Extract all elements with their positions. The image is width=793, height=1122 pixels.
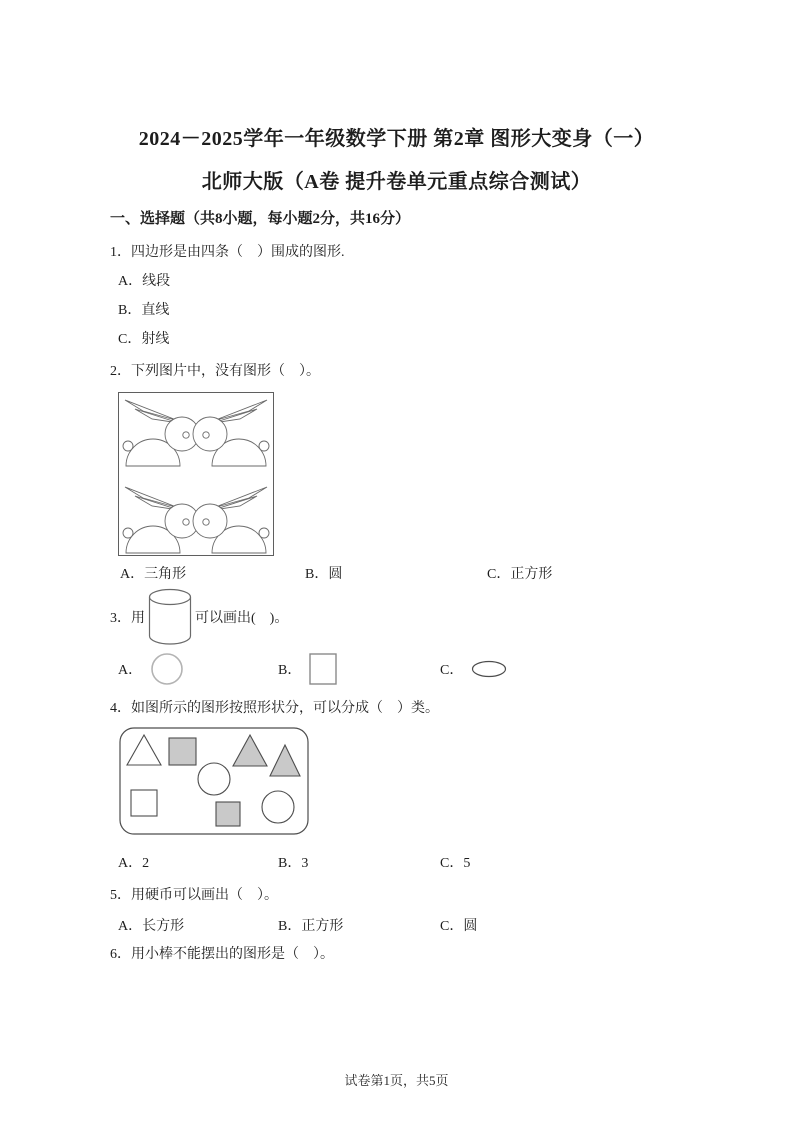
- page-title-line2: 北师大版（A卷 提升卷单元重点综合测试）: [201, 171, 592, 193]
- q3-option-c-label: C．: [440, 663, 464, 678]
- q3-option-b: [278, 651, 337, 687]
- q4-option-a: A．2: [118, 856, 150, 871]
- page-title-line1: 2024－2025学年一年级数学下册 第2章 图形大变身（一）: [138, 128, 655, 150]
- square-outline-shape: [131, 790, 157, 816]
- question-3-text-after: 可以画出( )。: [195, 611, 289, 626]
- q5-option-a: A．长方形: [118, 919, 185, 934]
- q1-option-c: C．射线: [118, 332, 170, 347]
- question-4-text: 4．如图所示的图形按照形状分，可以分成（ ）类。: [110, 701, 439, 716]
- question-2-text: 2．下列图片中，没有图形（ ）。: [110, 364, 320, 379]
- q4-option-b: B．3: [278, 856, 309, 871]
- q2-option-b: B．圆: [305, 567, 343, 582]
- circle-outline-shape: [262, 791, 294, 823]
- gray-square-shape: [216, 802, 240, 826]
- ellipse-shape: [471, 660, 507, 678]
- question-5-text: 5．用硬币可以画出（ ）。: [110, 888, 278, 903]
- question-1-text: 1．四边形是由四条（ ）围成的图形.: [110, 245, 345, 260]
- question-6-text: 6．用小棒不能摆出的图形是（ ）。: [110, 947, 334, 962]
- q5-option-b: B．正方形: [278, 919, 344, 934]
- question-3-text-before: 3．用: [110, 611, 145, 626]
- q2-option-c: C．正方形: [487, 567, 553, 582]
- cylinder-figure: [148, 588, 192, 646]
- section-heading: 一、选择题（共8小题，每小题2分，共16分）: [110, 211, 411, 227]
- question-3-line: [110, 586, 288, 648]
- q5-option-c: C．圆: [440, 919, 478, 934]
- q3-option-a: [118, 651, 184, 687]
- q3-option-c: [440, 651, 507, 687]
- q1-option-b: B．直线: [118, 303, 170, 318]
- insect-pattern-figure: [118, 392, 274, 556]
- circle-shape: [150, 652, 184, 686]
- q4-option-c: C．5: [440, 856, 471, 871]
- q1-option-a: A．线段: [118, 274, 171, 289]
- q3-option-b-label: B．: [278, 663, 302, 678]
- gray-square-shape: [169, 738, 196, 765]
- q3-option-a-label: A．: [118, 663, 143, 678]
- square-shape: [309, 653, 337, 685]
- circle-outline-shape: [198, 763, 230, 795]
- q2-option-a: A．三角形: [120, 567, 187, 582]
- page-footer: 试卷第1页，共5页: [344, 1073, 449, 1088]
- mixed-shapes-figure: [119, 727, 309, 835]
